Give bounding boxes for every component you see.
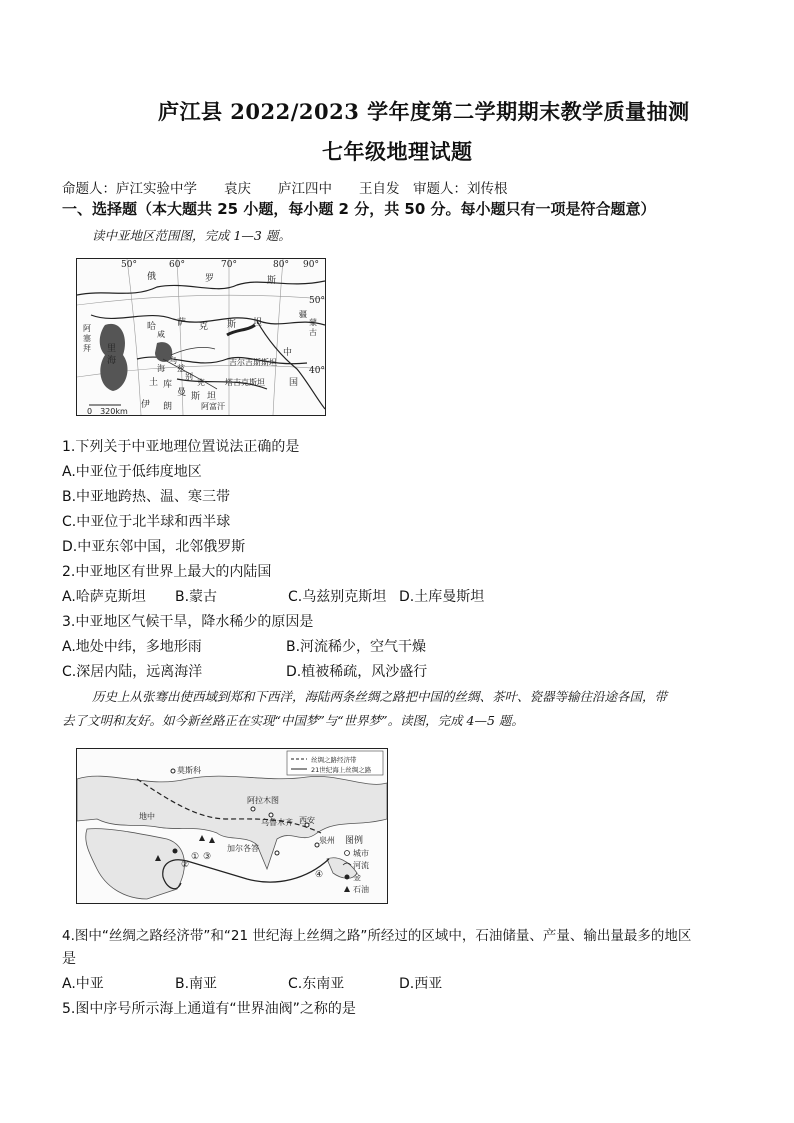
q4-option-b: B.南亚 xyxy=(175,976,218,992)
place-label: 吉尔吉斯斯坦 xyxy=(229,358,277,367)
place-label: 国 xyxy=(289,378,299,388)
place-label: 塔吉克斯坦 xyxy=(225,378,265,387)
lat-label: 50° xyxy=(309,296,325,306)
legend-title: 图例 xyxy=(345,836,364,846)
intro-map1: 读中亚地区范围图，完成 1—3 题。 xyxy=(92,228,291,243)
question-5-stem: 5.图中序号所示海上通道有“世界油阀”之称的是 xyxy=(62,1001,356,1017)
legend-river: 河流 xyxy=(353,861,369,870)
place-label: 阿 xyxy=(83,324,91,333)
lon-label: 60° xyxy=(169,260,185,270)
q2-option-d: D.土库曼斯坦 xyxy=(399,589,485,605)
lon-label: 70° xyxy=(221,260,237,270)
q3-option-b: B.河流稀少，空气干燥 xyxy=(286,639,427,655)
legend-land-route: 丝绸之路经济带 xyxy=(311,756,357,764)
lon-labels xyxy=(121,260,319,270)
legend-gold: 金 xyxy=(353,873,361,882)
place-label: 塞 xyxy=(83,334,91,343)
city-label: 阿拉木图 xyxy=(247,796,279,805)
city-label: 莫斯科 xyxy=(177,766,201,775)
question-4-stem-line2: 是 xyxy=(62,951,76,967)
marker: ④ xyxy=(315,870,324,880)
q3-option-d: D.植被稀疏，风沙盛行 xyxy=(286,664,428,680)
q3-option-a: A.地处中纬，多地形雨 xyxy=(62,639,202,655)
place-label: 俄 xyxy=(147,272,157,282)
legend-sea-route: 21世纪海上丝绸之路 xyxy=(311,766,372,774)
q4-option-a: A.中亚 xyxy=(62,976,104,992)
silk-road-map xyxy=(76,748,388,904)
place-label: 坦 xyxy=(253,318,263,328)
q1-option-d: D.中亚东邻中国，北邻俄罗斯 xyxy=(62,539,246,555)
city-label: 泉州 xyxy=(319,836,335,845)
lon-label: 50° xyxy=(121,260,137,270)
question-2-stem: 2.中亚地区有世界上最大的内陆国 xyxy=(62,564,272,580)
place-label: 兹 xyxy=(177,364,185,373)
place-label: 罗 xyxy=(205,274,215,284)
place-label: 萨 xyxy=(177,318,187,328)
place-label: 古 xyxy=(309,328,317,337)
sea-label: 地中 xyxy=(139,812,155,821)
q4-option-d: D.西亚 xyxy=(399,976,443,992)
place-label: 海 xyxy=(157,364,165,373)
page-title: 庐江县 2022/2023 学年度第二学期期末教学质量抽测 xyxy=(158,99,690,124)
legend-oil: 石油 xyxy=(353,885,369,894)
question-4-stem-line1: 4.图中“丝绸之路经济带”和“21 世纪海上丝绸之路”所经过的区域中，石油储量、产量、输出量最多的地区 xyxy=(62,928,692,944)
place-label: 曼 xyxy=(177,388,187,398)
place-label: 土 xyxy=(149,378,159,388)
place-label: 蒙 xyxy=(309,318,317,327)
lon-label: 80° xyxy=(273,260,289,270)
marker: ① xyxy=(191,852,200,862)
place-label: 克 xyxy=(199,322,209,332)
place-label: 斯 xyxy=(191,392,201,402)
q1-option-c: C.中亚位于北半球和西半球 xyxy=(62,514,231,530)
scale-label: 0 320km xyxy=(87,407,128,415)
place-label: 里 xyxy=(107,344,117,354)
q2-option-a: A.哈萨克斯坦 xyxy=(62,589,146,605)
central-asia-map xyxy=(76,258,326,416)
authors-line: 命题人：庐江实验中学 袁庆 庐江四中 王自发 审题人：刘传根 xyxy=(62,181,508,197)
city-label: 加尔各答 xyxy=(227,844,259,853)
place-label: 斯 xyxy=(267,276,277,286)
q3-option-c: C.深居内陆，远离海洋 xyxy=(62,664,203,680)
place-label: 伊 xyxy=(141,400,151,410)
place-label: 阿富汗 xyxy=(201,402,225,411)
legend-city: 城市 xyxy=(353,849,369,858)
place-label: 库 xyxy=(163,380,173,390)
marker: ② xyxy=(181,860,190,870)
q1-option-b: B.中亚地跨热、温、寒三带 xyxy=(62,489,231,505)
place-label: 别 xyxy=(185,372,193,381)
place-label: 哈 xyxy=(147,322,157,332)
lon-label: 90° xyxy=(303,260,319,270)
q1-option-a: A.中亚位于低纬度地区 xyxy=(62,464,202,480)
marker: ③ xyxy=(203,852,212,862)
city-label: 乌鲁木齐 xyxy=(261,818,293,827)
place-label: 拜 xyxy=(83,344,91,353)
question-3-stem: 3.中亚地区气候干旱，降水稀少的原因是 xyxy=(62,614,314,630)
place-label: 海 xyxy=(107,356,117,366)
lat-label: 40° xyxy=(309,366,325,376)
question-1-stem: 1.下列关于中亚地理位置说法正确的是 xyxy=(62,439,300,455)
q2-option-c: C.乌兹别克斯坦 xyxy=(288,589,387,605)
place-label: 朗 xyxy=(163,402,173,412)
intro-silk-road-line1: 历史上从张骞出使西域到郑和下西洋，海陆两条丝绸之路把中国的丝绸、茶叶、瓷器等输往沿途各国，带 xyxy=(92,689,668,704)
page-subtitle: 七年级地理试题 xyxy=(322,139,473,164)
intro-silk-road-line2: 去了文明和友好。如今新丝路正在实现“中国梦”与“世界梦”。读图，完成 4—5 题。 xyxy=(62,713,524,728)
q4-option-c: C.东南亚 xyxy=(288,976,345,992)
place-label: 克 xyxy=(197,378,205,387)
city-label: 西安 xyxy=(299,816,315,825)
place-label: 乌 xyxy=(169,356,177,365)
place-label: 斯 xyxy=(227,320,237,330)
q2-option-b: B.蒙古 xyxy=(175,589,218,605)
place-label: 坦 xyxy=(207,392,217,402)
place-label: 中 xyxy=(283,348,293,358)
place-label: 疆 xyxy=(299,310,307,319)
section-title: 一、选择题（本大题共 25 小题，每小题 2 分，共 50 分。每小题只有一项是符合题意） xyxy=(62,200,656,218)
place-label: 咸 xyxy=(157,330,165,339)
